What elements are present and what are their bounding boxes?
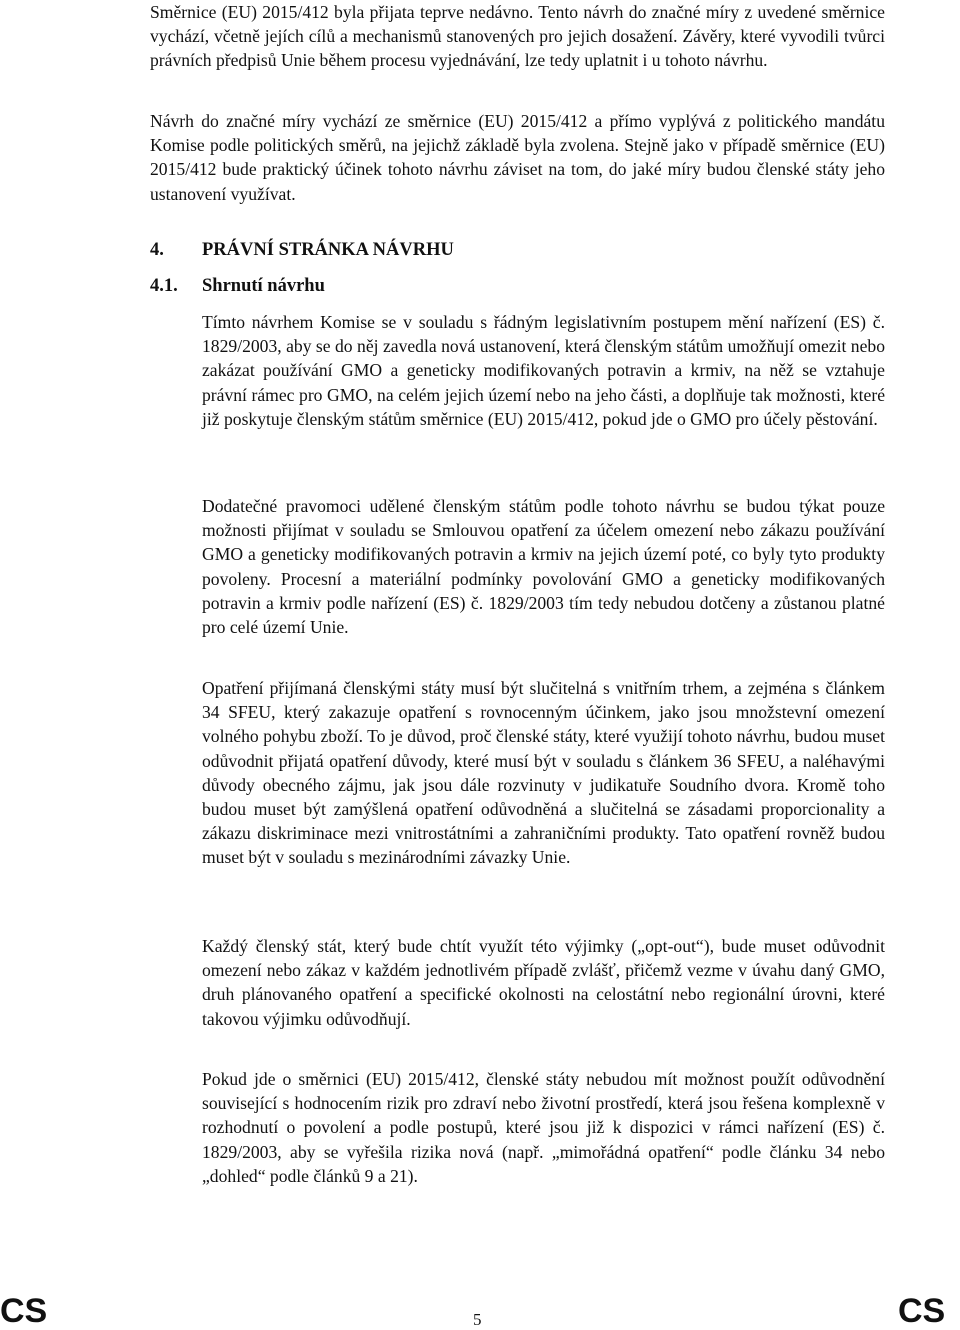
paragraph-directive: Pokud jde o směrnici (EU) 2015/412, členské státy nebudou mít možnost použít odůvodnění související s hodnocením rizik pro zdraví nebo životní prostředí, která jsou řešena komplexně v rozhodnutí o povolení a podle postupů, které jsou již k dispozici v rámci nařízení (ES) č. 1829/2003, aby se vyřešila rizika nová (např. „mimořádná opatření“ podle článku 34 nebo „dohled“ podle článků 9 a 21). — [202, 1069, 885, 1186]
paragraph-powers: Dodatečné pravomoci udělené členským státům podle tohoto návrhu se budou týkat pouze možnosti přijímat v souladu se Smlouvou opatření za účelem omezení nebo zákazu používání GMO a geneticky modifikovaných potravin a krmiv na jejich území poté, co byly tyto produkty povoleny. Procesní a materiální podmínky povolování GMO a geneticky modifikovaných potravin a krmiv podle nařízení (ES) č. 1829/2003 tím tedy nebudou dotčeny a zůstanou platné pro celé území Unie. — [202, 496, 885, 638]
footer-language-left: CS — [0, 1292, 48, 1330]
section-title: PRÁVNÍ STRÁNKA NÁVRHU — [202, 240, 454, 260]
paragraph-basis: Návrh do značné míry vychází ze směrnice (EU) 2015/412 a přímo vyplývá z politického mandátu Komise podle politických směrů, na jejichž základě byla zvolena. Stejně jako v případě směrnice (EU) 2015/412 bude praktický účinek tohoto návrhu záviset na tom, do jaké míry budou členské státy jeho ustanovení využívat. — [150, 111, 885, 204]
paragraph-opt-out: Každý členský stát, který bude chtít využít této výjimky („opt-out“), bude muset odůvodnit omezení nebo zákaz v každém jednotlivém případě zvlášť, přičemž vezme v úvahu daný GMO, druh plánovaného opatření a specifické okolnosti na celostátní nebo regionální úrovni, které takovou výjimku odůvodňují. — [202, 936, 885, 1029]
page-number: 5 — [473, 1310, 482, 1329]
subsection-title: Shrnutí návrhu — [202, 276, 325, 296]
paragraph-intro: Směrnice (EU) 2015/412 byla přijata teprve nedávno. Tento návrh do značné míry z uvedené směrnice vychází, včetně jejích cílů a mechanismů stanovených pro jejich dosažení. Závěry, které vyvodili tvůrci právních předpisů Unie během procesu vyjednávání, lze tedy uplatnit i u tohoto návrhu. — [150, 2, 885, 71]
paragraph-summary: Tímto návrhem Komise se v souladu s řádným legislativním postupem mění nařízení (ES) č. 1829/2003, aby se do něj zavedla nová ustanovení, která členským státům umožňují omezit nebo zakázat používání GMO a geneticky modifikovaných potravin a krmiv, na něž se vztahuje právní rámec pro GMO, na celém jejich území nebo na jeho části, a doplňuje tak možnosti, které již poskytuje členským státům směrnice (EU) 2015/412, pokud jde o GMO pro účely pěstování. — [202, 312, 885, 429]
subsection-number: 4.1. — [150, 276, 178, 296]
paragraph-measures: Opatření přijímaná členskými státy musí být slučitelná s vnitřním trhem, a zejména s článkem 34 SFEU, který zakazuje opatření s rovnocenným účinkem, jako jsou množstevní omezení volného pohybu zboží. To je důvod, proč členské státy, které využijí tohoto návrhu, budou muset odůvodnit přijatá opatření důvody, které musí být v souladu s článkem 36 SFEU, a naléhavými důvody obecného zájmu, jak jsou dále rozvinuty v judikatuře Soudního dvora. Kromě toho budou muset být zamýšlená opatření odůvodněná a slučitelná se zásadami proporcionality a zákazu diskriminace mezi vnitrostátními a zahraničními produkty. Tato opatření rovněž budou muset být v souladu s mezinárodními závazky Unie. — [202, 678, 885, 868]
footer-language-right: CS — [898, 1292, 946, 1330]
section-number: 4. — [150, 240, 164, 260]
